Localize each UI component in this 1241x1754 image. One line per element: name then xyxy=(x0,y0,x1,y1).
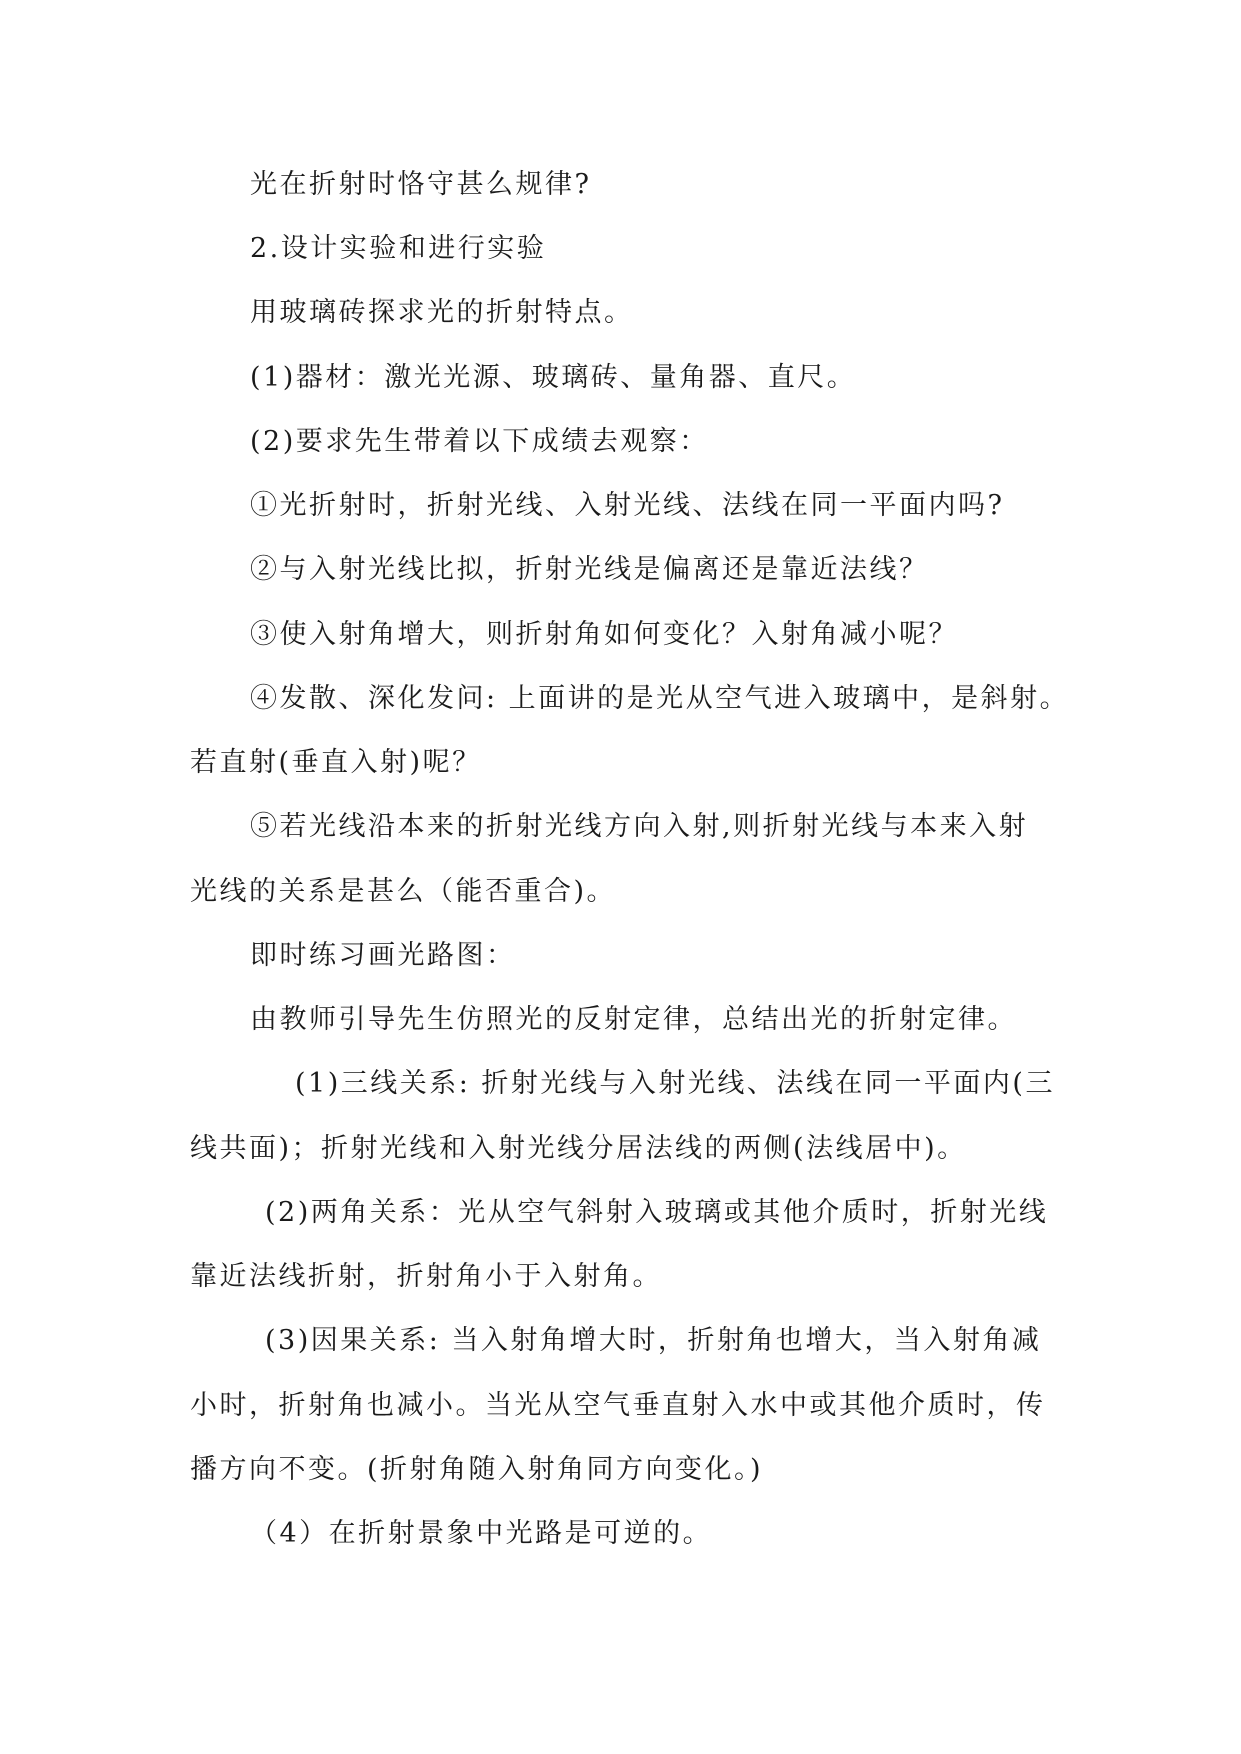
section-heading: 2.设计实验和进行实验 xyxy=(250,233,547,264)
text-line: 即时练习画光路图： xyxy=(250,940,516,971)
list-item: (2)要求先生带着以下成绩去观察： xyxy=(250,426,709,457)
question-item: ④发散、深化发问: 上面讲的是光从空气进入玻璃中，是斜射。 xyxy=(250,683,1070,714)
law-item: （4）在折射景象中光路是可逆的。 xyxy=(250,1518,713,1549)
law-item-continuation: 线共面)；折射光线和入射光线分居法线的两侧(法线居中)。 xyxy=(190,1133,967,1164)
question-item-continuation: 若直射(垂直入射)呢？ xyxy=(190,747,482,778)
list-item: (1)器材：激光光源、玻璃砖、量角器、直尺。 xyxy=(250,362,857,393)
text-line: 由教师引导先生仿照光的反射定律，总结出光的折射定律。 xyxy=(250,1004,1017,1035)
law-item-continuation: 靠近法线折射，折射角小于入射角。 xyxy=(190,1261,662,1292)
law-item: (1)三线关系: 折射光线与入射光线、法线在同一平面内(三 xyxy=(295,1068,1055,1099)
law-item: (2)两角关系：光从空气斜射入玻璃或其他介质时，折射光线 xyxy=(265,1197,1049,1228)
question-item-continuation: 光线的关系是甚么（能否重合)。 xyxy=(190,876,617,907)
question-item: ⑤若光线沿本来的折射光线方向入射,则折射光线与本来入射 xyxy=(250,811,1029,842)
law-item-continuation: 小时，折射角也减小。当光从空气垂直射入水中或其他介质时，传 xyxy=(190,1390,1046,1421)
text-line: 光在折射时恪守甚么规律? xyxy=(250,169,592,200)
question-item: ③使入射角增大，则折射角如何变化？入射角减小呢？ xyxy=(250,619,958,650)
question-item: ①光折射时，折射光线、入射光线、法线在同一平面内吗? xyxy=(250,490,1005,521)
text-line: 用玻璃砖探求光的折射特点。 xyxy=(250,297,634,328)
law-item-continuation: 播方向不变。(折射角随入射角同方向变化。) xyxy=(190,1454,764,1485)
question-item: ②与入射光线比拟，折射光线是偏离还是靠近法线？ xyxy=(250,554,929,585)
law-item: (3)因果关系: 当入射角增大时，折射角也增大，当入射角减 xyxy=(265,1325,1042,1356)
